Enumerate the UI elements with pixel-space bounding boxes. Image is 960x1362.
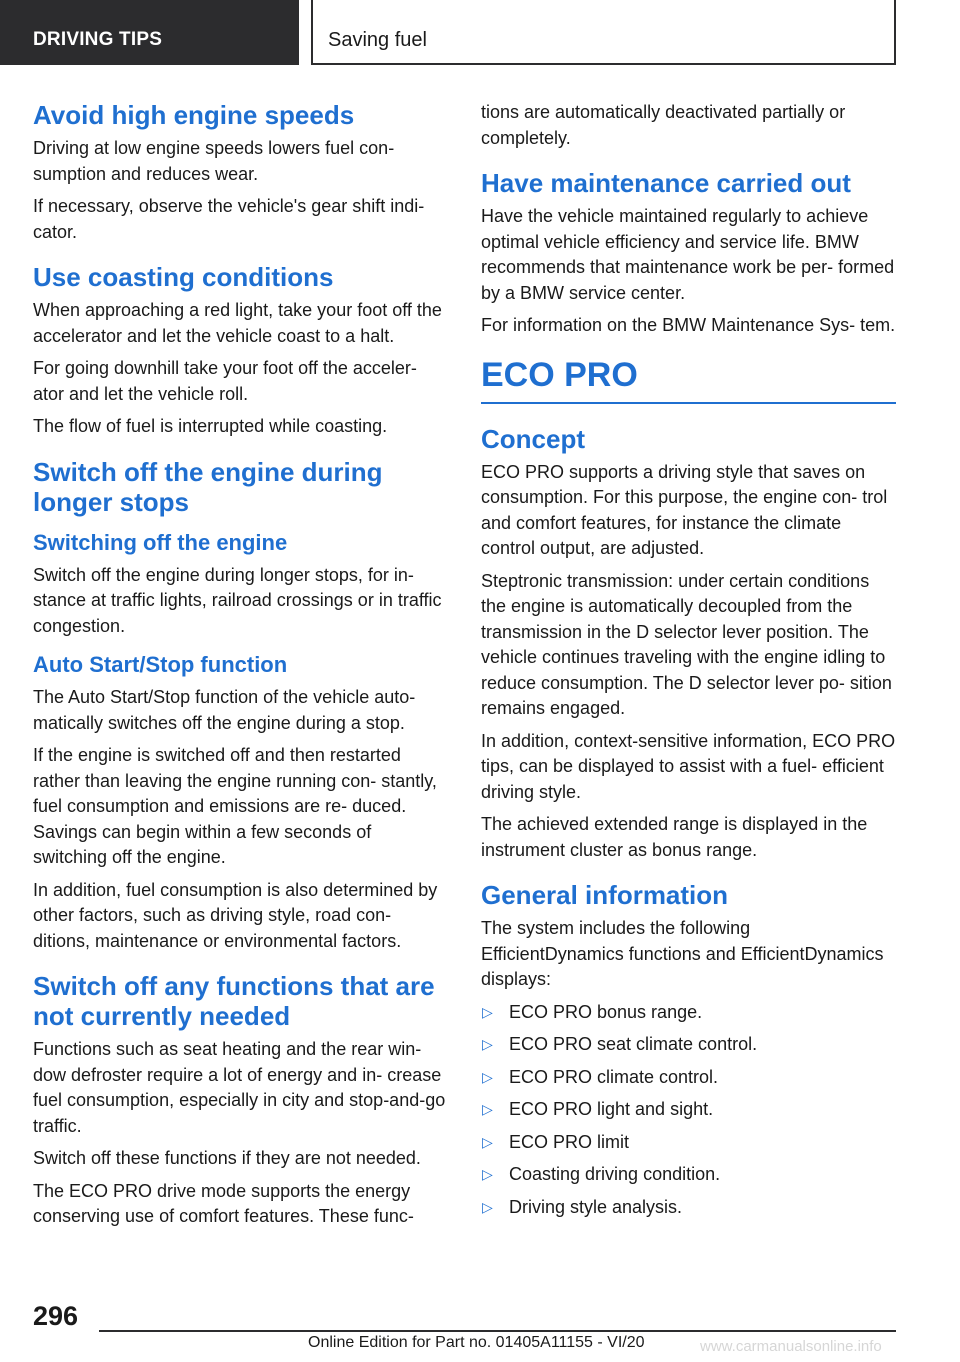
footer-edition: Online Edition for Part no. 01405A11155 - VI/20 xyxy=(308,1334,645,1351)
section-tab: DRIVING TIPS xyxy=(0,0,299,65)
chapter-heading-eco-pro: ECO PRO xyxy=(481,355,638,394)
section-switch-off-functions xyxy=(33,971,448,1230)
triangle-bullet-icon: ▷ xyxy=(482,1166,493,1182)
section-concept xyxy=(481,424,896,864)
list-item xyxy=(481,1162,896,1188)
heading-switch-off-functions: Switch off any functions that are not currently needed xyxy=(33,971,435,1031)
left-column xyxy=(33,100,448,1237)
list-item-text: ECO PRO light and sight. xyxy=(509,1099,714,1119)
paragraph: Have the vehicle maintained regularly to achieve optimal vehicle efficiency and service life. BMW recommends that maintenance work be per‐ formed by a BMW service center. xyxy=(481,206,895,303)
heading-avoid-high-engine-speeds: Avoid high engine speeds xyxy=(33,100,355,130)
subsection-auto-start-stop xyxy=(33,651,448,954)
list-item-text: Coasting driving condition. xyxy=(509,1164,721,1184)
list-item-text: ECO PRO climate control. xyxy=(509,1066,719,1087)
triangle-bullet-icon: ▷ xyxy=(482,1101,493,1117)
subheading-switching-off-engine: Switching off the engine xyxy=(33,529,288,555)
subsection-switching-off-engine xyxy=(33,529,448,640)
paragraph: Driving at low engine speeds lowers fuel con‐ sumption and reduces wear. xyxy=(33,138,395,184)
section-maintenance xyxy=(481,168,896,339)
paragraph: ECO PRO supports a driving style that saves on consumption. For this purpose, the engine con‐ trol and comfort features, for instance the climate control output, are adjusted. xyxy=(481,461,888,558)
page-number: 296 xyxy=(33,1301,79,1331)
paragraph: Steptronic transmission: under certain conditions the engine is automatically decoupled from the transmission in the D selector lever position. The vehicle continues traveling with the engine idling to reduce consumption. The D selector lever po‐ sition remains engaged. xyxy=(481,570,892,718)
heading-switch-off-engine: Switch off the engine during longer stops xyxy=(33,456,383,517)
paragraph: Functions such as seat heating and the rear win‐ dow defroster require a lot of energy and in‐ crease fuel consumption, especially in city and stop-and-go traffic. xyxy=(33,1039,446,1136)
page-title: Saving fuel xyxy=(311,0,896,65)
paragraph: The flow of fuel is interrupted while coasting. xyxy=(33,416,388,436)
list-item xyxy=(481,1065,896,1091)
list-item xyxy=(481,1097,896,1123)
triangle-bullet-icon: ▷ xyxy=(482,1003,493,1020)
heading-maintenance: Have maintenance carried out xyxy=(481,168,851,198)
triangle-bullet-icon: ▷ xyxy=(482,1068,493,1085)
list-item-text: ECO PRO limit xyxy=(509,1131,630,1152)
right-column xyxy=(481,100,896,1227)
list-item xyxy=(481,1130,896,1156)
paragraph: The ECO PRO drive mode supports the energy conserving use of comfort features. These func‐ xyxy=(33,1180,414,1226)
subheading-auto-start-stop: Auto Start/Stop function xyxy=(33,652,288,677)
paragraph: In addition, fuel consumption is also determined by other factors, such as driving style, road con‐ ditions, maintenance or environmental factors. xyxy=(33,879,438,951)
triangle-bullet-icon: ▷ xyxy=(482,1133,493,1150)
paragraph: If the engine is switched off and then restarted rather than leaving the engine running con‐ stantly, fuel consumption and emissions are re‐ duced. Savings can begin within a few seconds of switching off the engine. xyxy=(33,745,437,867)
paragraph: The system includes the following EfficientDynamics functions and EfficientDynamics displays: xyxy=(481,918,884,989)
heading-use-coasting-conditions: Use coasting conditions xyxy=(33,262,334,292)
paragraph: For going downhill take your foot off the acceler‐ ator and let the vehicle roll. xyxy=(33,358,417,404)
list-item-text: Driving style analysis. xyxy=(509,1196,683,1217)
section-use-coasting-conditions xyxy=(33,262,448,440)
paragraph: Switch off the engine during longer stops, for in‐ stance at traffic lights, railroad crossings or in traffic congestion. xyxy=(33,564,442,636)
paragraph: Switch off these functions if they are not needed. xyxy=(33,1148,421,1168)
feature-list xyxy=(481,1000,896,1221)
paragraph: When approaching a red light, take your foot off the accelerator and let the vehicle coast to a halt. xyxy=(33,300,442,346)
footer-divider xyxy=(99,1330,896,1332)
watermark: www.carmanualsonline.info xyxy=(700,1338,882,1355)
paragraph-continued: tions are automatically deactivated partially or completely. xyxy=(481,102,846,148)
section-avoid-high-engine-speeds xyxy=(33,100,448,245)
paragraph: If necessary, observe the vehicle's gear shift indi‐ cator. xyxy=(33,196,425,242)
heading-concept: Concept xyxy=(481,423,585,454)
list-item-text: ECO PRO seat climate control. xyxy=(509,1034,758,1054)
paragraph: The achieved extended range is displayed in the instrument cluster as bonus range. xyxy=(481,814,868,860)
list-item xyxy=(481,1000,896,1026)
list-item-text: ECO PRO bonus range. xyxy=(509,1001,703,1022)
paragraph: The Auto Start/Stop function of the vehicle auto‐ matically switches off the engine during a stop. xyxy=(33,687,416,733)
section-general-information xyxy=(481,880,896,1220)
paragraph: For information on the BMW Maintenance Sys‐ tem. xyxy=(481,315,896,335)
paragraph: In addition, context-sensitive information, ECO PRO tips, can be displayed to assist with a fuel- efficient driving style. xyxy=(481,730,896,802)
triangle-bullet-icon: ▷ xyxy=(482,1036,493,1052)
list-item xyxy=(481,1195,896,1221)
heading-general-information: General information xyxy=(481,880,729,910)
list-item xyxy=(481,1032,896,1058)
chapter-eco-pro xyxy=(481,356,896,404)
triangle-bullet-icon: ▷ xyxy=(482,1198,493,1215)
section-switch-off-engine xyxy=(33,457,448,955)
